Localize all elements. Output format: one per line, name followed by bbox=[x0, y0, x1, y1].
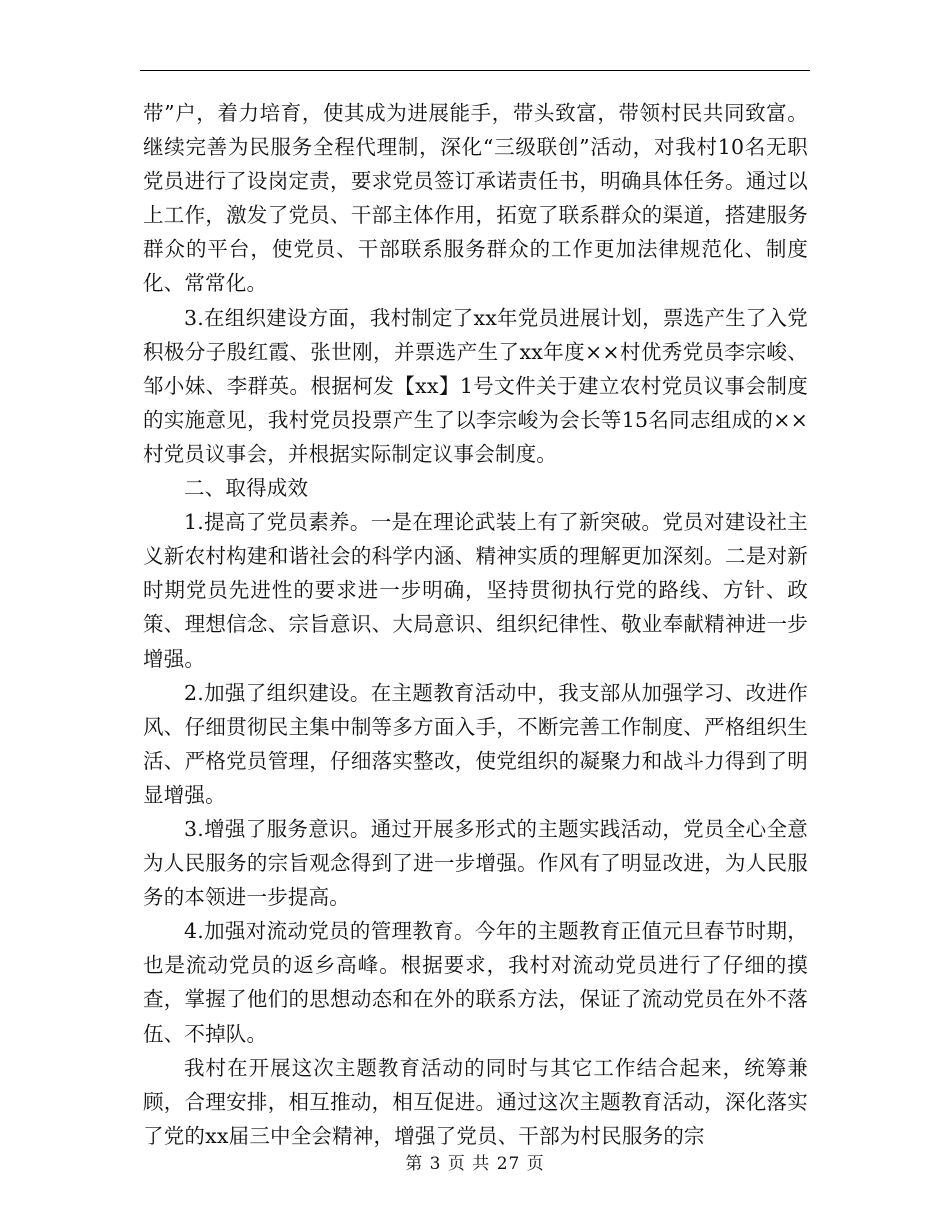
paragraph: 带”户，着力培育，使其成为进展能手，带头致富，带领村民共同致富。继续完善为民服务全程代理制，深化“三级联创”活动，对我村10名无职党员进行了设岗定责，要求党员签订承诺责任书，明确具体任务。通过以上工作，激发了党员、干部主体作用，拓宽了联系群众的渠道，搭建服务群众的平台，使党员、干部联系服务群众的工作更加法律规范化、制度化、常常化。 bbox=[143, 101, 808, 296]
header-rule bbox=[140, 70, 810, 71]
paragraph: 2.加强了组织建设。在主题教育活动中，我支部从加强学习、改进作风、仔细贯彻民主集中制等多方面入手，不断完善工作制度、严格组织生活、严格党员管理，仔细落实整改，使党组织的凝聚力和战斗力得到了明显增强。 bbox=[143, 680, 808, 807]
paragraph: 3.增强了服务意识。通过开展多形式的主题实践活动，党员全心全意为人民服务的宗旨观念得到了进一步增强。作风有了明显改进，为人民服务的本领进一步提高。 bbox=[143, 816, 808, 910]
document-body bbox=[143, 96, 808, 1153]
section-heading: 二、取得成效 bbox=[184, 476, 309, 501]
paragraph: 1.提高了党员素养。一是在理论武装上有了新突破。党员对建设社主义新农村构建和谐社会的科学内涵、精神实质的理解更加深刻。二是对新时期党员先进性的要求进一步明确，坚持贯彻执行党的路线、方针、政策、理想信念、宗旨意识、大局意识、组织纪律性、敬业奉献精神进一步增强。 bbox=[143, 510, 808, 671]
paragraph: 3.在组织建设方面，我村制定了xx年党员进展计划，票选产生了入党积极分子殷红霞、张世刚，并票选产生了xx年度××村优秀党员李宗峻、邹小妹、李群英。根据柯发【xx】1号文件关于建立农村党员议事会制度的实施意见，我村党员投票产生了以李宗峻为会长等15名同志组成的××村党员议事会，并根据实际制定议事会制度。 bbox=[143, 305, 808, 466]
page-number-footer: 第 3 页 共 27 页 bbox=[405, 1154, 545, 1174]
paragraph: 我村在开展这次主题教育活动的同时与其它工作结合起来，统筹兼顾，合理安排，相互推动，相互促进。通过这次主题教育活动，深化落实了党的xx届三中全会精神，增强了党员、干部为村民服务的宗 bbox=[143, 1055, 808, 1148]
paragraph: 4.加强对流动党员的管理教育。今年的主题教育正值元旦春节时期，也是流动党员的返乡高峰。根据要求，我村对流动党员进行了仔细的摸查，掌握了他们的思想动态和在外的联系方法，保证了流动党员在外不落伍、不掉队。 bbox=[143, 919, 808, 1046]
